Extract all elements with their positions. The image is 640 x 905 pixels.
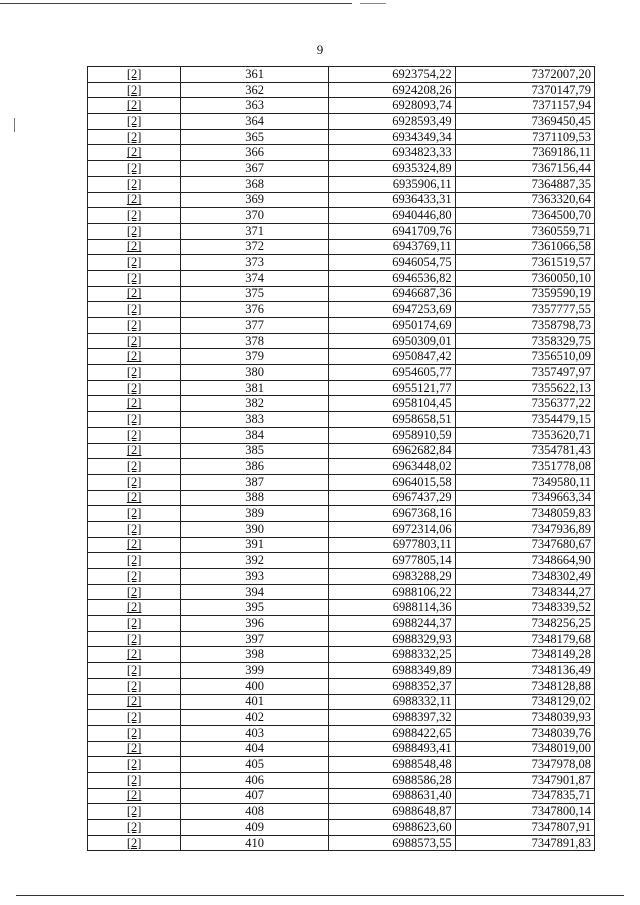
table-row <box>88 67 595 83</box>
y-coordinate-cell: 7356510,09 <box>455 349 594 365</box>
point-number-cell: 395 <box>181 600 329 616</box>
point-number-cell: 393 <box>181 569 329 585</box>
table-row <box>88 694 595 710</box>
x-coordinate-cell: 6940446,80 <box>328 208 455 224</box>
y-coordinate-cell: 7360559,71 <box>455 223 594 239</box>
source-ref-cell: [2] <box>88 820 181 836</box>
y-coordinate-cell: 7347891,83 <box>455 835 594 851</box>
y-coordinate-cell: 7347901,87 <box>455 772 594 788</box>
source-ref-cell: [2] <box>88 443 181 459</box>
x-coordinate-cell: 6950847,42 <box>328 349 455 365</box>
x-coordinate-cell: 6946054,75 <box>328 255 455 271</box>
point-number-cell: 367 <box>181 161 329 177</box>
x-coordinate-cell: 6977805,14 <box>328 553 455 569</box>
source-ref-cell: [2] <box>88 835 181 851</box>
x-coordinate-cell: 6946687,36 <box>328 286 455 302</box>
point-number-cell: 403 <box>181 725 329 741</box>
y-coordinate-cell: 7348129,02 <box>455 694 594 710</box>
y-coordinate-cell: 7348039,93 <box>455 710 594 726</box>
y-coordinate-cell: 7353620,71 <box>455 427 594 443</box>
page-number: 9 <box>316 42 324 57</box>
source-ref-cell: [2] <box>88 678 181 694</box>
source-ref-cell: [2] <box>88 741 181 757</box>
source-ref-cell: [2] <box>88 757 181 773</box>
y-coordinate-cell: 7355622,13 <box>455 380 594 396</box>
y-coordinate-cell: 7348339,52 <box>455 600 594 616</box>
source-ref-cell: [2] <box>88 474 181 490</box>
point-number-cell: 362 <box>181 82 329 98</box>
table-row <box>88 286 595 302</box>
table-row <box>88 835 595 851</box>
x-coordinate-cell: 6924208,26 <box>328 82 455 98</box>
point-number-cell: 368 <box>181 176 329 192</box>
source-ref-cell: [2] <box>88 427 181 443</box>
source-ref-cell: [2] <box>88 584 181 600</box>
source-ref-cell: [2] <box>88 192 181 208</box>
table-row <box>88 318 595 334</box>
y-coordinate-cell: 7348302,49 <box>455 569 594 585</box>
y-coordinate-cell: 7357777,55 <box>455 302 594 318</box>
x-coordinate-cell: 6946536,82 <box>328 270 455 286</box>
x-coordinate-cell: 6954605,77 <box>328 365 455 381</box>
point-number-cell: 377 <box>181 318 329 334</box>
point-number-cell: 408 <box>181 804 329 820</box>
scan-bottom-edge <box>16 895 624 896</box>
x-coordinate-cell: 6988352,37 <box>328 678 455 694</box>
x-coordinate-cell: 6988332,25 <box>328 647 455 663</box>
source-ref-cell: [2] <box>88 694 181 710</box>
point-number-cell: 365 <box>181 129 329 145</box>
table-row <box>88 631 595 647</box>
source-ref-cell: [2] <box>88 176 181 192</box>
x-coordinate-cell: 6988244,37 <box>328 616 455 632</box>
scan-margin-mark <box>14 118 15 132</box>
table-row <box>88 741 595 757</box>
x-coordinate-cell: 6928593,49 <box>328 114 455 130</box>
table-row <box>88 443 595 459</box>
y-coordinate-cell: 7349663,34 <box>455 490 594 506</box>
y-coordinate-cell: 7364887,35 <box>455 176 594 192</box>
table-row <box>88 239 595 255</box>
y-coordinate-cell: 7347936,89 <box>455 521 594 537</box>
point-number-cell: 407 <box>181 788 329 804</box>
source-ref-cell: [2] <box>88 553 181 569</box>
source-ref-cell: [2] <box>88 647 181 663</box>
table-row <box>88 270 595 286</box>
table-row <box>88 521 595 537</box>
y-coordinate-cell: 7371109,53 <box>455 129 594 145</box>
source-ref-cell: [2] <box>88 725 181 741</box>
x-coordinate-cell: 6964015,58 <box>328 474 455 490</box>
y-coordinate-cell: 7370147,79 <box>455 82 594 98</box>
point-number-cell: 366 <box>181 145 329 161</box>
source-ref-cell: [2] <box>88 145 181 161</box>
point-number-cell: 380 <box>181 365 329 381</box>
source-ref-cell: [2] <box>88 616 181 632</box>
point-number-cell: 400 <box>181 678 329 694</box>
source-ref-cell: [2] <box>88 129 181 145</box>
source-ref-cell: [2] <box>88 459 181 475</box>
table-row <box>88 678 595 694</box>
table-row <box>88 584 595 600</box>
point-number-cell: 401 <box>181 694 329 710</box>
table-row <box>88 710 595 726</box>
point-number-cell: 361 <box>181 67 329 83</box>
x-coordinate-cell: 6988349,89 <box>328 663 455 679</box>
table-row <box>88 537 595 553</box>
point-number-cell: 371 <box>181 223 329 239</box>
source-ref-cell: [2] <box>88 600 181 616</box>
table-row <box>88 82 595 98</box>
y-coordinate-cell: 7358329,75 <box>455 333 594 349</box>
x-coordinate-cell: 6958910,59 <box>328 427 455 443</box>
table-row <box>88 98 595 114</box>
table-row <box>88 616 595 632</box>
point-number-cell: 409 <box>181 820 329 836</box>
y-coordinate-cell: 7369450,45 <box>455 114 594 130</box>
table-row <box>88 412 595 428</box>
point-number-cell: 389 <box>181 506 329 522</box>
x-coordinate-cell: 6988586,28 <box>328 772 455 788</box>
point-number-cell: 410 <box>181 835 329 851</box>
point-number-cell: 370 <box>181 208 329 224</box>
y-coordinate-cell: 7369186,11 <box>455 145 594 161</box>
x-coordinate-cell: 6988332,11 <box>328 694 455 710</box>
table-row <box>88 553 595 569</box>
y-coordinate-cell: 7347680,67 <box>455 537 594 553</box>
x-coordinate-cell: 6934823,33 <box>328 145 455 161</box>
y-coordinate-cell: 7348256,25 <box>455 616 594 632</box>
table-row <box>88 349 595 365</box>
y-coordinate-cell: 7348179,68 <box>455 631 594 647</box>
source-ref-cell: [2] <box>88 772 181 788</box>
table-row <box>88 427 595 443</box>
table-row <box>88 380 595 396</box>
y-coordinate-cell: 7364500,70 <box>455 208 594 224</box>
y-coordinate-cell: 7367156,44 <box>455 161 594 177</box>
source-ref-cell: [2] <box>88 663 181 679</box>
source-ref-cell: [2] <box>88 804 181 820</box>
y-coordinate-cell: 7347800,14 <box>455 804 594 820</box>
point-number-cell: 376 <box>181 302 329 318</box>
source-ref-cell: [2] <box>88 114 181 130</box>
y-coordinate-cell: 7363320,64 <box>455 192 594 208</box>
x-coordinate-cell: 6947253,69 <box>328 302 455 318</box>
x-coordinate-cell: 6967368,16 <box>328 506 455 522</box>
x-coordinate-cell: 6988493,41 <box>328 741 455 757</box>
x-coordinate-cell: 6988648,87 <box>328 804 455 820</box>
point-number-cell: 406 <box>181 772 329 788</box>
source-ref-cell: [2] <box>88 490 181 506</box>
table-row <box>88 302 595 318</box>
y-coordinate-cell: 7348136,49 <box>455 663 594 679</box>
y-coordinate-cell: 7348149,28 <box>455 647 594 663</box>
point-number-cell: 392 <box>181 553 329 569</box>
x-coordinate-cell: 6950174,69 <box>328 318 455 334</box>
source-ref-cell: [2] <box>88 255 181 271</box>
source-ref-cell: [2] <box>88 569 181 585</box>
x-coordinate-cell: 6963448,02 <box>328 459 455 475</box>
y-coordinate-cell: 7356377,22 <box>455 396 594 412</box>
source-ref-cell: [2] <box>88 286 181 302</box>
point-number-cell: 394 <box>181 584 329 600</box>
source-ref-cell: [2] <box>88 239 181 255</box>
point-number-cell: 384 <box>181 427 329 443</box>
y-coordinate-cell: 7349580,11 <box>455 474 594 490</box>
source-ref-cell: [2] <box>88 365 181 381</box>
point-number-cell: 404 <box>181 741 329 757</box>
table-row <box>88 333 595 349</box>
x-coordinate-cell: 6950309,01 <box>328 333 455 349</box>
source-ref-cell: [2] <box>88 396 181 412</box>
table-row <box>88 757 595 773</box>
x-coordinate-cell: 6928093,74 <box>328 98 455 114</box>
y-coordinate-cell: 7348128,88 <box>455 678 594 694</box>
x-coordinate-cell: 6977803,11 <box>328 537 455 553</box>
point-number-cell: 387 <box>181 474 329 490</box>
point-number-cell: 375 <box>181 286 329 302</box>
point-number-cell: 369 <box>181 192 329 208</box>
scan-edge-line <box>0 3 352 4</box>
source-ref-cell: [2] <box>88 208 181 224</box>
x-coordinate-cell: 6988422,65 <box>328 725 455 741</box>
point-number-cell: 391 <box>181 537 329 553</box>
table-row <box>88 600 595 616</box>
x-coordinate-cell: 6983288,29 <box>328 569 455 585</box>
table-row <box>88 820 595 836</box>
point-number-cell: 378 <box>181 333 329 349</box>
table-row <box>88 788 595 804</box>
x-coordinate-cell: 6967437,29 <box>328 490 455 506</box>
x-coordinate-cell: 6972314,06 <box>328 521 455 537</box>
point-number-cell: 388 <box>181 490 329 506</box>
source-ref-cell: [2] <box>88 161 181 177</box>
point-number-cell: 379 <box>181 349 329 365</box>
coordinates-table-body <box>88 67 595 851</box>
y-coordinate-cell: 7354781,43 <box>455 443 594 459</box>
point-number-cell: 402 <box>181 710 329 726</box>
x-coordinate-cell: 6958658,51 <box>328 412 455 428</box>
point-number-cell: 363 <box>181 98 329 114</box>
source-ref-cell: [2] <box>88 380 181 396</box>
point-number-cell: 372 <box>181 239 329 255</box>
y-coordinate-cell: 7348039,76 <box>455 725 594 741</box>
y-coordinate-cell: 7372007,20 <box>455 67 594 83</box>
source-ref-cell: [2] <box>88 710 181 726</box>
y-coordinate-cell: 7347978,08 <box>455 757 594 773</box>
table-row <box>88 145 595 161</box>
x-coordinate-cell: 6958104,45 <box>328 396 455 412</box>
table-row <box>88 129 595 145</box>
point-number-cell: 385 <box>181 443 329 459</box>
table-row <box>88 459 595 475</box>
table-row <box>88 569 595 585</box>
y-coordinate-cell: 7361519,57 <box>455 255 594 271</box>
y-coordinate-cell: 7357497,97 <box>455 365 594 381</box>
y-coordinate-cell: 7354479,15 <box>455 412 594 428</box>
x-coordinate-cell: 6935906,11 <box>328 176 455 192</box>
y-coordinate-cell: 7371157,94 <box>455 98 594 114</box>
table-row <box>88 490 595 506</box>
y-coordinate-cell: 7348344,27 <box>455 584 594 600</box>
table-row <box>88 647 595 663</box>
source-ref-cell: [2] <box>88 67 181 83</box>
table-row <box>88 161 595 177</box>
y-coordinate-cell: 7347835,71 <box>455 788 594 804</box>
table-row <box>88 663 595 679</box>
source-ref-cell: [2] <box>88 349 181 365</box>
x-coordinate-cell: 6988631,40 <box>328 788 455 804</box>
x-coordinate-cell: 6955121,77 <box>328 380 455 396</box>
x-coordinate-cell: 6988114,36 <box>328 600 455 616</box>
x-coordinate-cell: 6988548,48 <box>328 757 455 773</box>
x-coordinate-cell: 6935324,89 <box>328 161 455 177</box>
source-ref-cell: [2] <box>88 537 181 553</box>
x-coordinate-cell: 6936433,31 <box>328 192 455 208</box>
point-number-cell: 398 <box>181 647 329 663</box>
source-ref-cell: [2] <box>88 82 181 98</box>
x-coordinate-cell: 6988106,22 <box>328 584 455 600</box>
y-coordinate-cell: 7359590,19 <box>455 286 594 302</box>
table-row <box>88 725 595 741</box>
table-row <box>88 772 595 788</box>
x-coordinate-cell: 6923754,22 <box>328 67 455 83</box>
source-ref-cell: [2] <box>88 223 181 239</box>
table-row <box>88 208 595 224</box>
y-coordinate-cell: 7361066,58 <box>455 239 594 255</box>
x-coordinate-cell: 6988329,93 <box>328 631 455 647</box>
point-number-cell: 390 <box>181 521 329 537</box>
point-number-cell: 405 <box>181 757 329 773</box>
point-number-cell: 386 <box>181 459 329 475</box>
source-ref-cell: [2] <box>88 788 181 804</box>
y-coordinate-cell: 7358798,73 <box>455 318 594 334</box>
table-row <box>88 396 595 412</box>
y-coordinate-cell: 7348059,83 <box>455 506 594 522</box>
x-coordinate-cell: 6988573,55 <box>328 835 455 851</box>
point-number-cell: 399 <box>181 663 329 679</box>
table-row <box>88 255 595 271</box>
x-coordinate-cell: 6941709,76 <box>328 223 455 239</box>
x-coordinate-cell: 6988397,32 <box>328 710 455 726</box>
source-ref-cell: [2] <box>88 318 181 334</box>
source-ref-cell: [2] <box>88 98 181 114</box>
source-ref-cell: [2] <box>88 270 181 286</box>
table-row <box>88 474 595 490</box>
source-ref-cell: [2] <box>88 506 181 522</box>
point-number-cell: 397 <box>181 631 329 647</box>
table-row <box>88 365 595 381</box>
point-number-cell: 374 <box>181 270 329 286</box>
point-number-cell: 383 <box>181 412 329 428</box>
scan-edge-mark <box>360 3 386 4</box>
source-ref-cell: [2] <box>88 521 181 537</box>
source-ref-cell: [2] <box>88 302 181 318</box>
y-coordinate-cell: 7347807,91 <box>455 820 594 836</box>
point-number-cell: 373 <box>181 255 329 271</box>
point-number-cell: 364 <box>181 114 329 130</box>
point-number-cell: 396 <box>181 616 329 632</box>
table-row <box>88 192 595 208</box>
x-coordinate-cell: 6962682,84 <box>328 443 455 459</box>
table-row <box>88 223 595 239</box>
source-ref-cell: [2] <box>88 631 181 647</box>
source-ref-cell: [2] <box>88 333 181 349</box>
table-row <box>88 804 595 820</box>
point-number-cell: 381 <box>181 380 329 396</box>
coordinates-table <box>87 66 595 851</box>
source-ref-cell: [2] <box>88 412 181 428</box>
table-row <box>88 506 595 522</box>
x-coordinate-cell: 6943769,11 <box>328 239 455 255</box>
y-coordinate-cell: 7360050,10 <box>455 270 594 286</box>
y-coordinate-cell: 7348019,00 <box>455 741 594 757</box>
point-number-cell: 382 <box>181 396 329 412</box>
x-coordinate-cell: 6934349,34 <box>328 129 455 145</box>
table-row <box>88 176 595 192</box>
x-coordinate-cell: 6988623,60 <box>328 820 455 836</box>
y-coordinate-cell: 7351778,08 <box>455 459 594 475</box>
table-row <box>88 114 595 130</box>
y-coordinate-cell: 7348664,90 <box>455 553 594 569</box>
